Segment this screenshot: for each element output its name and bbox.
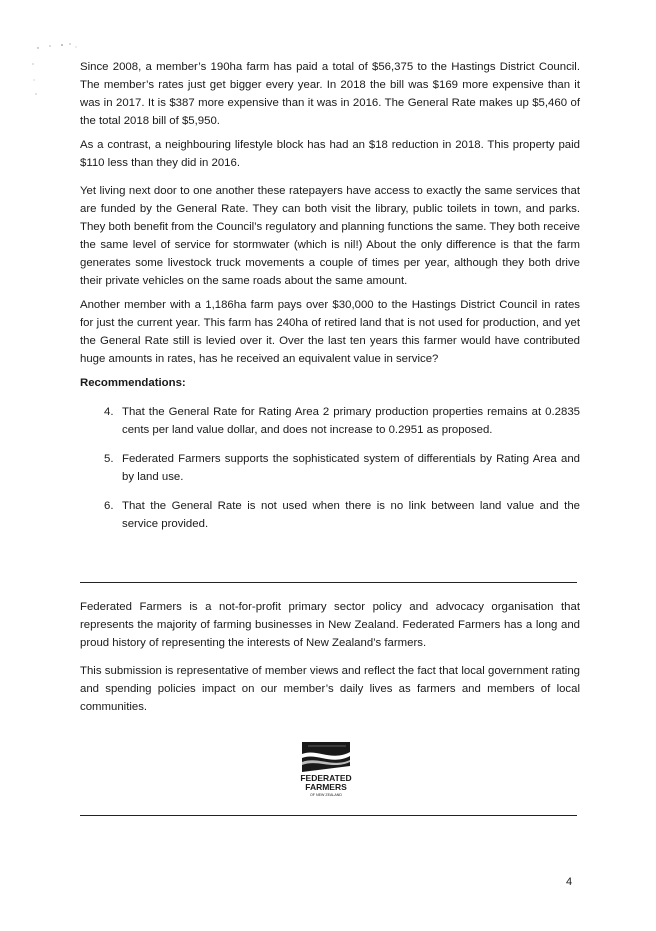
- paragraph-large-farm: Another member with a 1,186ha farm pays over $30,000 to the Hastings District Council in rates for just the current year. This farm has 240ha of retired land that is not used for production, and yet the General Rate still is levied over it. Over the last ten years this farmer would have contributed huge amounts in rates, has he received an equivalent value in service?: [80, 299, 580, 365]
- paragraph-farm-rates: Since 2008, a member’s 190ha farm has paid a total of $56,375 to the Hastings District Council. The member’s rates just get bigger every year. In 2018 the bill was $169 more expensive than it was in 2017. It is $387 more expensive than it was in 2016. The General Rate makes up $5,460 of the total 2018 bill of $5,950.: [80, 61, 580, 127]
- recommendation-number: 5.: [104, 453, 114, 465]
- federated-farmers-logo: [288, 738, 364, 798]
- recommendations-heading: Recommendations:: [80, 377, 186, 389]
- recommendation-item: [104, 403, 580, 439]
- divider-bottom: [80, 815, 577, 816]
- recommendation-text: Federated Farmers supports the sophisticated system of differentials by Rating Area and by land use.: [122, 453, 580, 483]
- recommendation-number: 4.: [104, 406, 114, 418]
- paragraph-same-services: Yet living next door to one another these ratepayers have access to exactly the same services that are funded by the General Rate. They can both visit the library, public toilets in town, and parks. They both benefit from the Council’s regulatory and planning functions the same. They both receive the same level of service for stormwater (which is nil!) About the only difference is that the farm generates some livestock truck movements a couple of times per year, although they both drive their private vehicles on the same roads about the same amount.: [80, 185, 580, 287]
- recommendation-text: That the General Rate is not used when there is no link between land value and the service provided.: [122, 500, 580, 530]
- logo-line2: FARMERS: [305, 782, 347, 792]
- paragraph-lifestyle-block: As a contrast, a neighbouring lifestyle block has had an $18 reduction in 2018. This property paid $110 less than they did in 2016.: [80, 139, 580, 169]
- logo-mark-icon: [288, 738, 364, 798]
- page-number: 4: [566, 876, 573, 888]
- recommendation-number: 6.: [104, 500, 114, 512]
- logo-line3: OF NEW ZEALAND: [310, 793, 342, 797]
- divider-top: [80, 582, 577, 583]
- logo-line1: FEDERATED: [300, 773, 352, 783]
- recommendation-item: [104, 497, 580, 533]
- footer-submission: This submission is representative of member views and reflect the fact that local government rating and spending policies impact on our member’s daily lives as farmers and members of local communities.: [80, 665, 580, 713]
- recommendation-item: [104, 450, 580, 486]
- footer-about: Federated Farmers is a not-for-profit primary sector policy and advocacy organisation that represents the majority of farming businesses in New Zealand. Federated Farmers has a long and proud history of representing the interests of New Zealand’s farmers.: [80, 601, 580, 649]
- recommendation-text: That the General Rate for Rating Area 2 primary production properties remains at 0.2835 cents per land value dollar, and does not increase to 0.2951 as proposed.: [122, 406, 580, 436]
